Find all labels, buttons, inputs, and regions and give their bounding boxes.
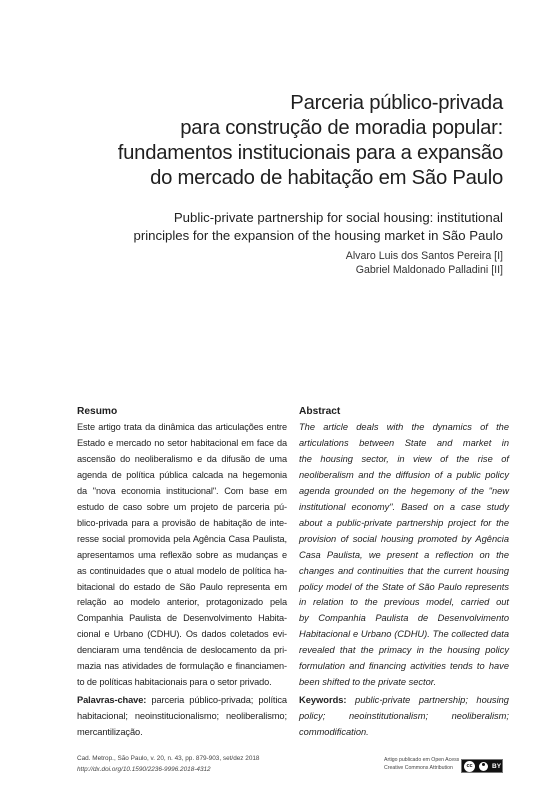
abstract-keywords <box>299 693 509 741</box>
title-line: fundamentos institucionais para a expansão <box>117 142 503 164</box>
keywords-text: mercantilização. <box>77 727 143 738</box>
resumo-line: resse social promovida pela Agência Casa Paulista, <box>77 533 287 544</box>
abstract-line: neoliberalism and the diffusion of a public policy <box>299 469 509 480</box>
abstract-line: about a public-private partnership project for the <box>299 517 509 528</box>
abstract-line: Casa Paulista, we present a reflection on the <box>299 549 509 560</box>
license-line: Artigo publicado em Open Acess <box>384 757 460 763</box>
author-list <box>346 249 503 277</box>
title-line: do mercado de habitação em São Paulo <box>150 167 503 189</box>
resumo-line: estudo de caso sobre um projeto de parceria pú- <box>77 501 287 512</box>
abstract-line: changes and continuities that the current housing <box>299 565 509 576</box>
cc-icon: cc <box>464 761 475 772</box>
by-label: BY <box>492 762 502 770</box>
subtitle-line: principles for the expansion of the housing market in São Paulo <box>133 228 503 243</box>
abstract-line: by Companhia Paulista de Desenvolvimento <box>299 613 509 624</box>
resumo-line: Estado e mercado no setor habitacional em face da <box>77 437 287 448</box>
author-name: Gabriel Maldonado Palladini [II] <box>355 264 503 276</box>
keywords-text: habitacional; neoinstitucionalismo; neoliberalismo; <box>77 711 287 722</box>
resumo-line: ascensão do neoliberalismo e da difusão de uma <box>77 453 287 464</box>
keywords-text: parceria público-privada; política <box>151 695 288 706</box>
abstract-line: provision of social housing promoted by Agência <box>299 533 509 544</box>
subtitle-line: Public-private partnership for social housing: institutional <box>173 210 503 225</box>
keywords-label: Palavras-chave: <box>77 695 147 706</box>
license-line: Creative Commons Attribution <box>384 764 453 771</box>
abstract-line: the housing sector, in view of the rise of <box>299 453 509 464</box>
abstract-line: agenda grounded on the hegemony of the "new <box>299 485 509 496</box>
resumo-heading: Resumo <box>77 406 118 417</box>
keywords-label: Keywords: <box>299 695 347 706</box>
abstract-line: articulations between State and market in <box>299 437 509 448</box>
resumo-line: blico-privada para a provisão de habitação de inte- <box>77 517 287 528</box>
abstract-line: Habitacional e Urbano (CDHU). The collected data <box>299 629 509 640</box>
title-line: Parceria público-privada <box>290 92 503 114</box>
abstract-line: institutional economy". Based on a case study <box>299 501 509 512</box>
abstract-line: revealed that the primacy in the housing policy <box>299 645 509 656</box>
title-line: para construção de moradia popular: <box>180 117 503 139</box>
resumo-line: agenda de política pública calcada na hegemonia <box>77 469 287 480</box>
resumo-line: cional e Urbano (CDHU). Os dados coletados evi- <box>77 629 287 640</box>
abstract-heading: Abstract <box>299 406 341 417</box>
abstract-line: been shifted to the private sector. <box>299 677 437 688</box>
abstract-line: in relation to the previous model, carried out <box>299 597 509 608</box>
resumo-line: denciaram uma tendência de deslocamento da pri- <box>77 645 287 656</box>
keywords-text: commodification. <box>299 727 369 738</box>
keywords-text: public-private partnership; housing <box>355 695 509 706</box>
resumo-line: to de políticas habitacionais para o setor privado. <box>77 677 272 688</box>
english-title <box>43 209 503 245</box>
abstract-line: formulation and financing activities tends to have <box>299 661 509 672</box>
abstract-line: policy model of the State of São Paulo represents <box>299 581 509 592</box>
citation: Cad. Metrop., São Paulo, v. 20, n. 43, pp. 879-903, set/dez 2018 <box>77 755 260 762</box>
article-title <box>63 91 503 191</box>
keywords-text: policy; neoinstitutionalism; neoliberalism; <box>299 711 509 722</box>
resumo-line: Companhia Paulista de Desenvolvimento Habita- <box>77 613 287 624</box>
abstract-column <box>299 405 509 741</box>
attribution-person-icon <box>479 762 488 771</box>
resumo-line: Este artigo trata da dinâmica das articulações entre <box>77 422 287 432</box>
resumo-line: apresentamos uma reflexão sobre as mudanças e <box>77 549 287 560</box>
doi-link[interactable]: http://dx.doi.org/10.1590/2236-9996.2018-4312 <box>77 766 211 773</box>
abstract-line: The article deals with the dynamics of the <box>299 422 509 432</box>
resumo-line: mazia nas atividades de formulação e financiamen- <box>77 661 287 672</box>
cc-by-badge[interactable] <box>461 759 503 773</box>
resumo-line: relação ao modelo anterior, protagonizado pela <box>77 597 287 608</box>
resumo-line: da "nova economia institucional". Com base em <box>77 485 287 496</box>
author-name: Alvaro Luis dos Santos Pereira [I] <box>345 250 503 262</box>
resumo-line: as continuidades que o atual modelo de política ha- <box>77 565 287 576</box>
resumo-line: bitacional do estado de São Paulo representa em <box>77 581 287 592</box>
page-footer <box>77 753 260 775</box>
license-note <box>384 757 464 772</box>
resumo-keywords <box>77 693 287 741</box>
resumo-column <box>77 405 287 741</box>
